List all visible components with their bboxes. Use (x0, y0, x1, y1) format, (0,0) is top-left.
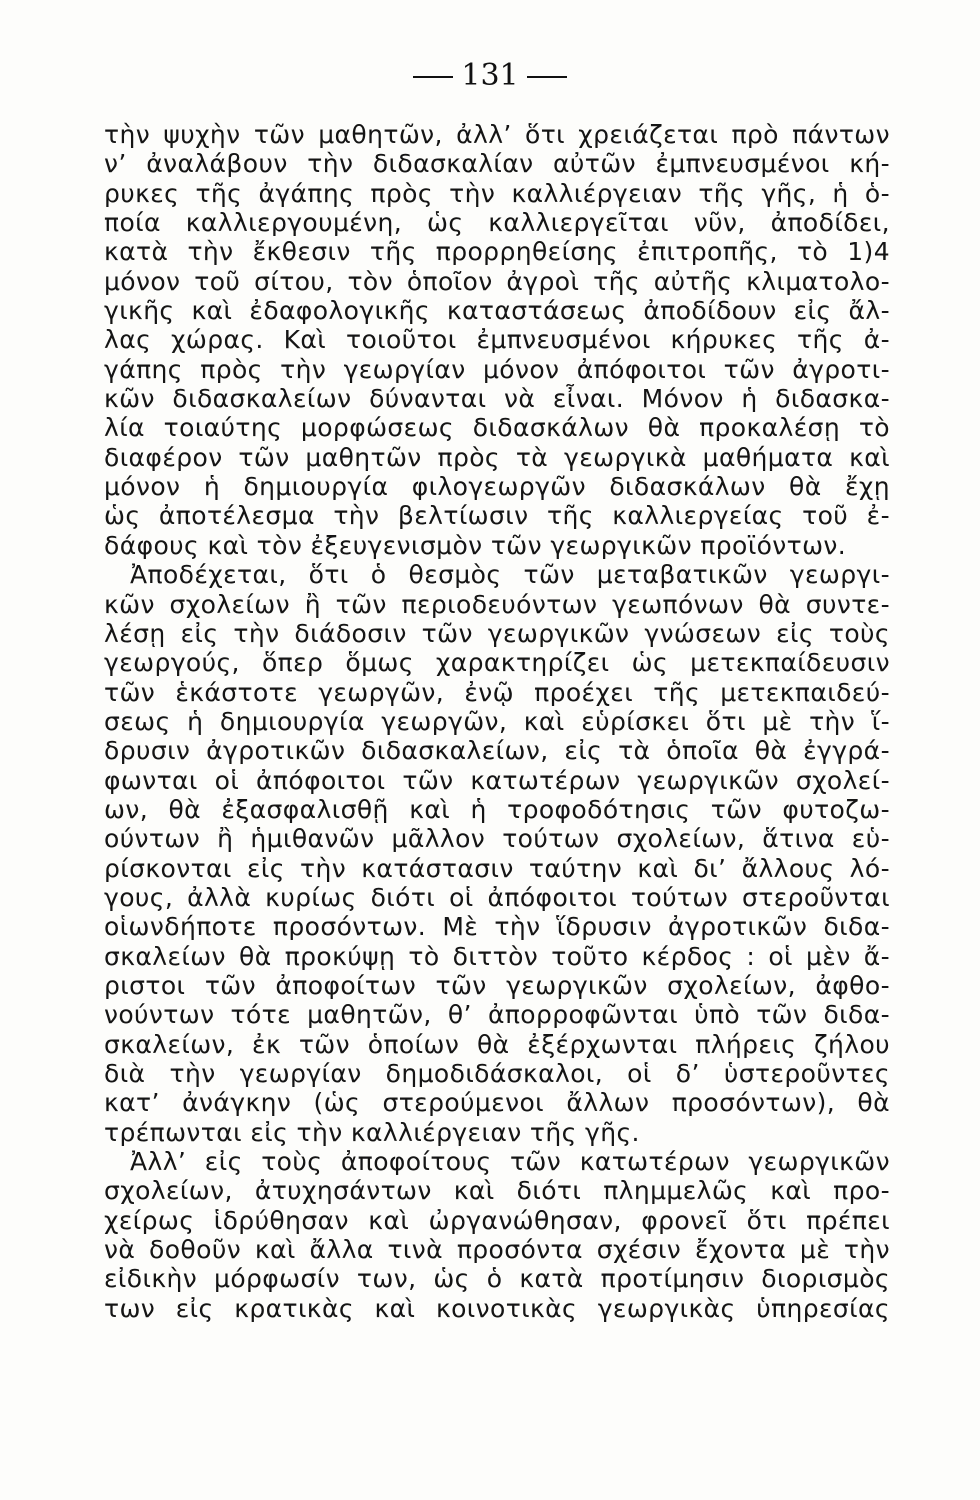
text-line: φωνται οἱ ἀπόφοιτοι τῶν κατωτέρων γεωργικῶν σχολεί- (104, 765, 890, 795)
text-line: ρυκες τῆς ἀγάπης πρὸς τὴν καλλιέργειαν τῆς γῆς, ἡ ὁ- (104, 178, 890, 208)
text-line: ριστοι τῶν ἀποφοίτων τῶν γεωργικῶν σχολείων, ἀφθο- (104, 970, 890, 1000)
text-line: λας χώρας. Καὶ τοιοῦτοι ἐμπνευσμένοι κήρυκες τῆς ἀ- (104, 325, 890, 355)
body-text (104, 120, 890, 1323)
text-line: κατὰ τὴν ἔκθεσιν τῆς προρρηθείσης ἐπιτροπῆς, τὸ 1)4 (104, 237, 890, 267)
text-line: σεως ἡ δημιουργία γεωργῶν, καὶ εὑρίσκει ὅτι μὲ τὴν ἵ- (104, 706, 890, 736)
header-dash-left (413, 76, 453, 78)
text-line: οἱωνδήποτε προσόντων. Μὲ τὴν ἵδρυσιν ἀγροτικῶν διδα- (104, 912, 890, 942)
text-line: λία τοιαύτης μορφώσεως διδασκάλων θὰ προκαλέσῃ τὸ (104, 413, 890, 443)
text-line: κῶν σχολείων ἢ τῶν περιοδευόντων γεωπόνων θὰ συντε- (104, 589, 890, 619)
text-line: μόνον ἡ δημιουργία φιλογεωργῶν διδασκάλων θὰ ἔχῃ (104, 472, 890, 502)
text-line: νὰ δοθοῦν καὶ ἄλλα τινὰ προσόντα σχέσιν ἔχοντα μὲ τὴν (104, 1235, 890, 1265)
text-line: διὰ τὴν γεωργίαν δημοδιδάσκαλοι, οἱ δ’ ὑστεροῦντες (104, 1059, 890, 1088)
text-line: ων, θὰ ἐξασφαλισθῇ καὶ ἡ τροφοδότησις τῶν φυτοζω- (104, 794, 890, 824)
text-line: ούντων ἢ ἡμιθανῶν μᾶλλον τούτων σχολείων, ἅτινα εὑ- (104, 824, 890, 854)
text-line: σκαλείων θὰ προκύψῃ τὸ διττὸν τοῦτο κέρδος : οἱ μὲν ἄ- (104, 941, 890, 971)
text-line: τρέπωνται εἰς τὴν καλλιέργειαν τῆς γῆς. (104, 1117, 640, 1147)
text-line: ὡς ἀποτέλεσμα τὴν βελτίωσιν τῆς καλλιεργείας τοῦ ἐ- (104, 501, 890, 531)
paragraph-start-line: Ἀποδέχεται, ὅτι ὁ θεσμὸς τῶν μεταβατικῶν γεωργι- (130, 560, 890, 590)
text-line: ρίσκονται εἰς τὴν κατάστασιν ταύτην καὶ δι’ ἄλλους λό- (104, 853, 890, 883)
text-line: σκαλείων, ἐκ τῶν ὁποίων θὰ ἐξέρχωνται πλήρεις ζήλου (104, 1029, 890, 1059)
header-dash-right (527, 76, 567, 78)
page-header (0, 58, 980, 93)
text-line: γους, ἀλλὰ κυρίως διότι οἱ ἀπόφοιτοι τούτων στεροῦνται (104, 882, 890, 912)
text-line: δρυσιν ἀγροτικῶν διδασκαλείων, εἰς τὰ ὁποῖα θὰ ἐγγρά- (104, 736, 890, 766)
text-line: τῶν ἑκάστοτε γεωργῶν, ἐνῷ προέχει τῆς μετεκπαιδεύ- (104, 677, 890, 707)
text-line: δάφους καὶ τὸν ἐξευγενισμὸν τῶν γεωργικῶν προϊόντων. (104, 530, 847, 560)
text-line: σχολείων, ἀτυχησάντων καὶ διότι πλημμελῶς καὶ προ- (104, 1176, 890, 1206)
text-line: γικῆς καὶ ἐδαφολογικῆς καταστάσεως ἀποδίδουν εἰς ἄλ- (104, 296, 890, 326)
text-line: γεωργούς, ὅπερ ὅμως χαρακτηρίζει ὡς μετεκπαίδευσιν (104, 648, 890, 678)
text-line: των εἰς κρατικὰς καὶ κοινοτικὰς γεωργικὰς ὑπηρεσίας (104, 1293, 890, 1323)
text-line: εἰδικὴν μόρφωσίν των, ὡς ὁ κατὰ προτίμησιν διορισμὸς (104, 1264, 890, 1294)
text-line: κῶν διδασκαλείων δύνανται νὰ εἶναι. Μόνον ἡ διδασκα- (104, 384, 890, 414)
text-line: διαφέρον τῶν μαθητῶν πρὸς τὰ γεωργικὰ μαθήματα καὶ (104, 442, 890, 472)
text-line: ποία καλλιεργουμένη, ὡς καλλιεργεῖται νῦν, ἀποδίδει, (104, 208, 890, 238)
page-number: 131 (461, 58, 519, 93)
text-line: γάπης πρὸς τὴν γεωργίαν μόνον ἀπόφοιτοι τῶν ἀγροτι- (104, 354, 890, 384)
text-line: λέσῃ εἰς τὴν διάδοσιν τῶν γεωργικῶν γνώσεων εἰς τοὺς (104, 618, 890, 648)
text-line: νούντων τότε μαθητῶν, θ’ ἀπορροφῶνται ὑπὸ τῶν διδα- (104, 1000, 890, 1030)
text-line: κατ’ ἀνάγκην (ὡς στερούμενοι ἄλλων προσόντων), θὰ (104, 1088, 890, 1118)
text-line: μόνον τοῦ σίτου, τὸν ὁποῖον ἀγροὶ τῆς αὐτῆς κλιματολο- (104, 266, 890, 296)
text-line: ν’ ἀναλάβουν τὴν διδασκαλίαν αὐτῶν ἐμπνευσμένοι κή- (104, 149, 890, 179)
text-line: τὴν ψυχὴν τῶν μαθητῶν, ἀλλ’ ὅτι χρειάζεται πρὸ πάντων (104, 120, 890, 149)
paragraph-start-line: Ἀλλ’ εἰς τοὺς ἀποφοίτους τῶν κατωτέρων γεωργικῶν (130, 1147, 890, 1177)
text-line: χείρως ἱδρύθησαν καὶ ὠργανώθησαν, φρονεῖ ὅτι πρέπει (104, 1205, 890, 1235)
